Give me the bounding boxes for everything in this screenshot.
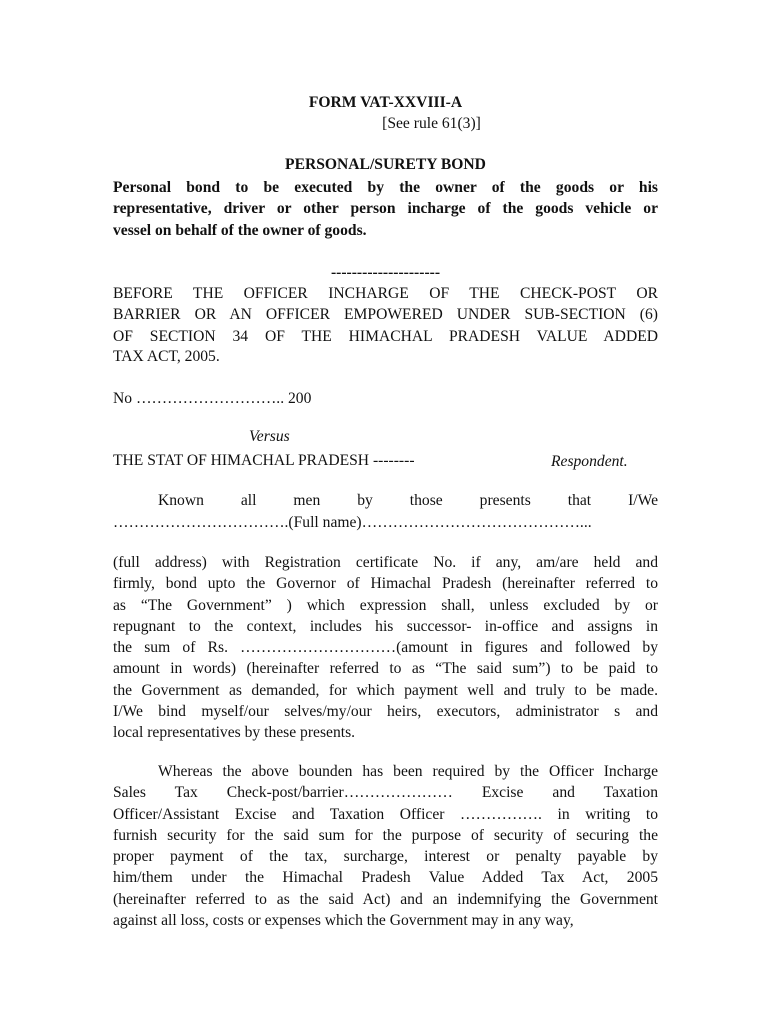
respondent-label: Respondent. [551,453,628,470]
before-line: BARRIER OR AN OFFICER EMPOWERED UNDER SUB-SECTION (6) [113,306,658,324]
paragraph-line: the sum of Rs. …………………………(amount in figures and followed by [113,639,658,657]
paragraph-line: Sales Tax Check-post/barrier………………… Excise and Taxation [113,784,658,802]
paragraph-line: (hereinafter referred to as the said Act) and an indemnifying the Government [113,890,658,908]
full-name-line: …………………………….(Full name)……………………………………... [113,514,592,531]
paragraph-line: amount in words) (hereinafter referred to as “The said sum”) to be paid to [113,660,658,678]
paragraph-line: as “The Government” ) which expression shall, unless excluded by or [113,596,658,614]
paragraph-line: Officer/Assistant Excise and Taxation Officer ……………. in writing to [113,805,658,823]
paragraph-line: (full address) with Registration certificate No. if any, am/are held and [113,554,658,571]
paragraph-line: furnish security for the said sum for the purpose of security of securing the [113,826,658,844]
paragraph-line: against all loss, costs or expenses which the Government may in any way, [113,912,574,930]
separator: --------------------- [330,264,441,281]
bond-description [113,177,658,241]
known-all-men-line [113,490,658,511]
before-officer-block [113,283,658,347]
paragraph-line: Whereas the above bounden has been required by the Officer Incharge [158,763,658,780]
paragraph-line: local representatives by these presents. [113,724,356,742]
description-line: vessel on behalf of the owner of goods. [113,221,367,239]
state-party: THE STAT OF HIMACHAL PRADESH -------- [113,452,415,469]
known-words: Known all men by those presents that I/We [158,492,658,509]
before-line: BEFORE THE OFFICER INCHARGE OF THE CHECK-POST OR [113,285,658,302]
paragraph-line: proper payment of the tax, surcharge, interest or penalty payable by [113,848,658,866]
rule-reference: [See rule 61(3)] [382,115,481,132]
paragraph-line: I/We bind myself/our selves/my/our heirs, executors, administrator s and [113,703,658,721]
case-number-line: No ……………………….. 200 [113,390,312,407]
paragraph-line: repugnant to the context, includes his successor- in-office and assigns in [113,617,658,635]
paragraph-line: the Government as demanded, for which payment well and truly to be made. [113,681,658,699]
versus-label: Versus [249,428,290,445]
description-line: Personal bond to be executed by the owner of the goods or his [113,179,658,196]
paragraph-line: him/them under the Himachal Pradesh Value Added Tax Act, 2005 [113,869,658,887]
bond-heading: PERSONAL/SURETY BOND [285,156,486,173]
bond-paragraph-2 [113,761,658,931]
form-title: FORM VAT-XXVIII-A [308,94,463,111]
before-last-line: TAX ACT, 2005. [113,348,220,365]
bond-paragraph-1 [113,552,658,744]
before-line: OF SECTION 34 OF THE HIMACHAL PRADESH VALUE ADDED [113,327,658,345]
description-line: representative, driver or other person incharge of the goods vehicle or [113,200,658,218]
paragraph-line: firmly, bond upto the Governor of Himachal Pradesh (hereinafter referred to [113,575,658,593]
